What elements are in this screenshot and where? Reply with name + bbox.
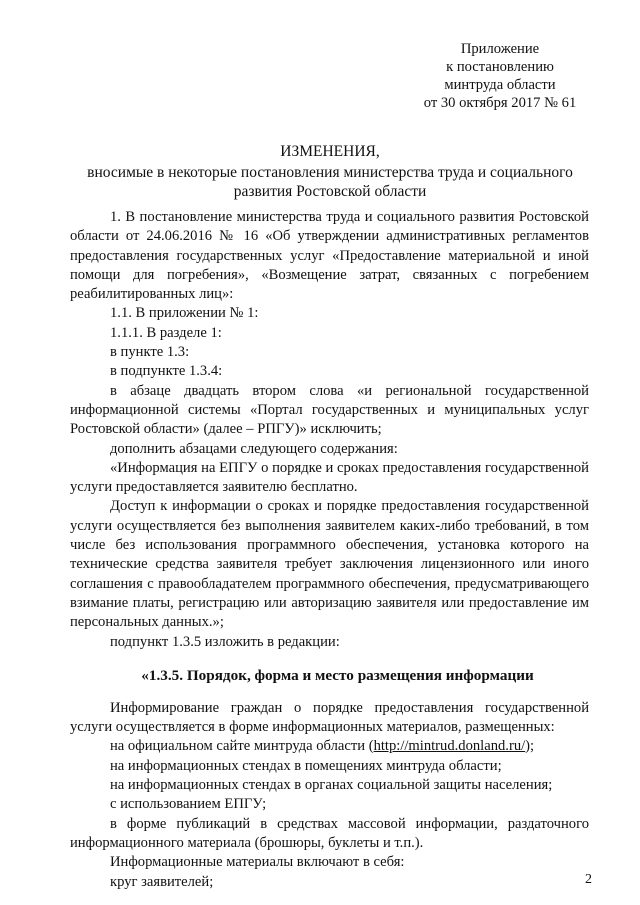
paragraph: в абзаце двадцать втором слова «и региональной государственной информационной системы «Портал государственных и муниципальных услуг Ростовской области» (далее – РПГУ)» исключить; (70, 382, 589, 438)
appendix-date-line: от 30 октября 2017 № 61 (423, 95, 577, 111)
paragraph (70, 737, 589, 756)
paragraph: в пункте 1.3: (110, 344, 190, 361)
appendix-line: Приложение (460, 41, 540, 57)
paragraph: 1.1.1. В разделе 1: (110, 324, 222, 341)
appendix-line: к постановлению (446, 59, 554, 75)
document-title: ИЗМЕНЕНИЯ, (280, 143, 380, 160)
paragraph: в форме публикаций в средствах массовой информации, раздаточного информационного материала (брошюры, буклеты и т.п.). (70, 815, 589, 851)
subtitle-line: вносимые в некоторые постановления министерства труда и социального (87, 164, 573, 181)
section-title: «1.3.5. Порядок, форма и место размещения информации (141, 666, 534, 684)
paragraph: Информирование граждан о порядке предоставления государственной услуги осуществляется в форме информационных материалов, размещенных: (70, 699, 589, 736)
website-link[interactable]: http://mintrud.donland.ru/ (373, 738, 526, 755)
subtitle-line: развития Ростовской области (233, 183, 427, 200)
paragraph: дополнить абзацами следующего содержания: (110, 440, 398, 457)
paragraph: 1. В постановление министерства труда и социального развития Ростовской области от 24.06.2016 № 16 «Об утверждении административных регламентов предоставления государственных услуг «Предоставление материальной и иной помощи для погребения», «Возмещение затрат, связанных с погребением реабилитированных лиц»: (70, 209, 589, 303)
page-number: 2 (585, 872, 592, 887)
appendix-header (410, 40, 590, 112)
paragraph: подпункт 1.3.5 изложить в редакции: (110, 633, 340, 650)
paragraph: на информационных стендах в органах социальной защиты населения; (110, 777, 553, 794)
paragraph: Доступ к информации о сроках и порядке предоставления государственной услуги осуществляется без выполнения заявителем каких-либо требований, в том числе без использования программного обеспечения, установка которого на технические средства заявителя требует заключения лицензионного или иного соглашения с правообладателем программного обеспечения, предусматривающего взимание платы, регистрацию или авторизацию заявителя или предоставление им персональных данных.»; (70, 498, 589, 631)
appendix-line: минтруда области (444, 77, 556, 93)
paragraph: Информационные материалы включают в себя: (110, 854, 405, 871)
paragraph: на информационных стендах в помещениях минтруда области; (110, 757, 502, 774)
paragraph: в подпункте 1.3.4: (110, 363, 223, 380)
paragraph: 1.1. В приложении № 1: (110, 305, 259, 322)
paragraph: круг заявителей; (110, 873, 214, 890)
document-body (70, 208, 589, 892)
paragraph-text: на официальном сайте минтруда области ( (110, 738, 374, 755)
document-subtitle (70, 163, 590, 201)
paragraph-text: ); (525, 738, 535, 755)
paragraph: с использованием ЕПГУ; (110, 796, 267, 813)
paragraph: «Информация на ЕПГУ о порядке и сроках предоставления государственной услуги предоставляется заявителю бесплатно. (70, 459, 589, 496)
